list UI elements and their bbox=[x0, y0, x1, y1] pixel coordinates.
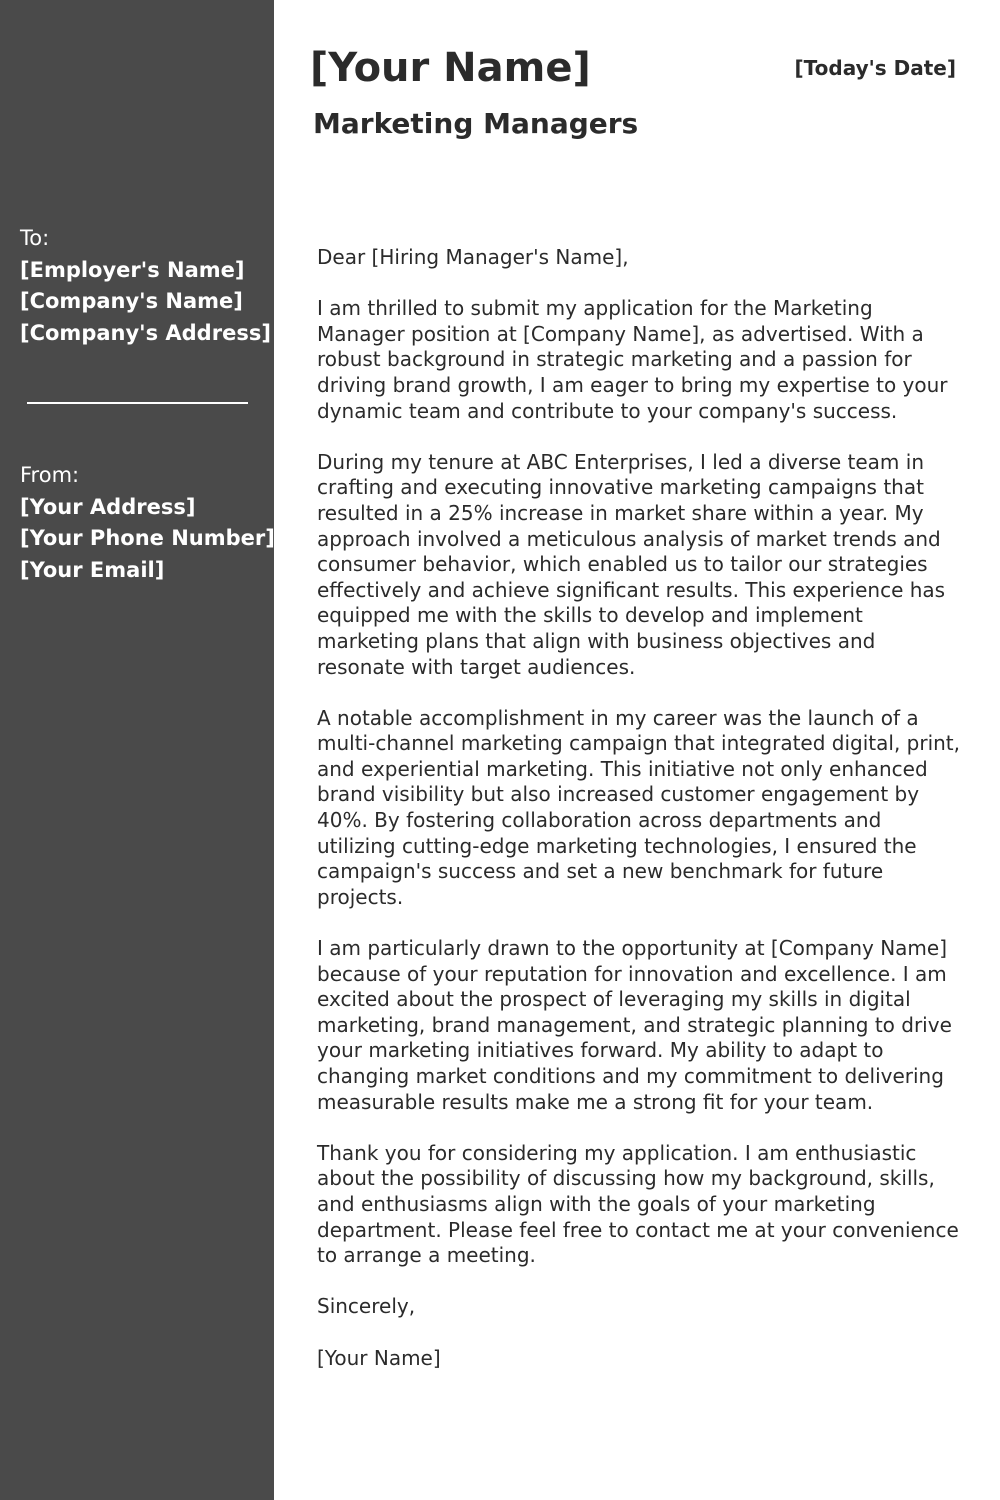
closing: Sincerely, bbox=[317, 1294, 416, 1319]
to-label: To: bbox=[20, 226, 50, 250]
letter-paragraph: I am particularly drawn to the opportunity at [Company Name] because of your reputation for innovation and excellence. I am excited about the prospect of leveraging my skills in digital marketing, brand management, and strategic planning to drive your marketing initiatives forward. My ability to adapt to changing market conditions and my commitment to delivering measurable results make me a strong fit for your team. bbox=[317, 936, 952, 1114]
salutation: Dear [Hiring Manager's Name], bbox=[317, 245, 629, 269]
letter-paragraph: A notable accomplishment in my career was the launch of a multi-channel marketing campaign that integrated digital, print, and experiential marketing. This initiative not only enhanced brand visibility but also increased customer engagement by 40%. By fostering collaboration across departments and utilizing cutting-edge marketing technologies, I ensured the campaign's success and set a new benchmark for future projects. bbox=[317, 705, 961, 909]
company-name: [Company's Name] bbox=[20, 289, 243, 313]
applicant-name-heading: [Your Name] bbox=[310, 45, 591, 91]
employer-name: [Employer's Name] bbox=[20, 257, 245, 282]
sidebar-divider bbox=[27, 402, 248, 404]
sender-address: [Your Address] bbox=[20, 494, 196, 519]
company-address: [Company's Address] bbox=[20, 320, 271, 345]
letter-paragraph: I am thrilled to submit my application for the Marketing Manager position at [Company Name], as advertised. With a robust background in strategic marketing and a passion for driving brand growth, I am eager to bring my expertise to your dynamic team and contribute to your company's success. bbox=[317, 296, 948, 423]
sender-block bbox=[20, 460, 275, 586]
sidebar bbox=[0, 0, 274, 1500]
sender-phone: [Your Phone Number] bbox=[20, 526, 275, 550]
sender-email: [Your Email] bbox=[20, 557, 165, 582]
letter-body bbox=[317, 245, 962, 1371]
job-title-heading: Marketing Managers bbox=[313, 107, 639, 140]
date-field: [Today's Date] bbox=[794, 56, 956, 80]
letter-paragraph: During my tenure at ABC Enterprises, I led a diverse team in crafting and executing innovative marketing campaigns that resulted in a 25% increase in market share within a year. My approach involved a meticulous analysis of market trends and consumer behavior, which enabled us to tailor our strategies effectively and achieve significant results. This experience has equipped me with the skills to develop and implement marketing plans that align with business objectives and resonate with target audiences. bbox=[317, 449, 946, 679]
from-label: From: bbox=[20, 463, 80, 487]
letter-paragraph: Thank you for considering my application. I am enthusiastic about the possibility of discussing how my background, skills, and enthusiasms align with the goals of your marketing department. Please feel free to contact me at your convenience to arrange a meeting. bbox=[317, 1140, 959, 1268]
recipient-block bbox=[20, 223, 270, 349]
signature: [Your Name] bbox=[317, 1345, 441, 1370]
